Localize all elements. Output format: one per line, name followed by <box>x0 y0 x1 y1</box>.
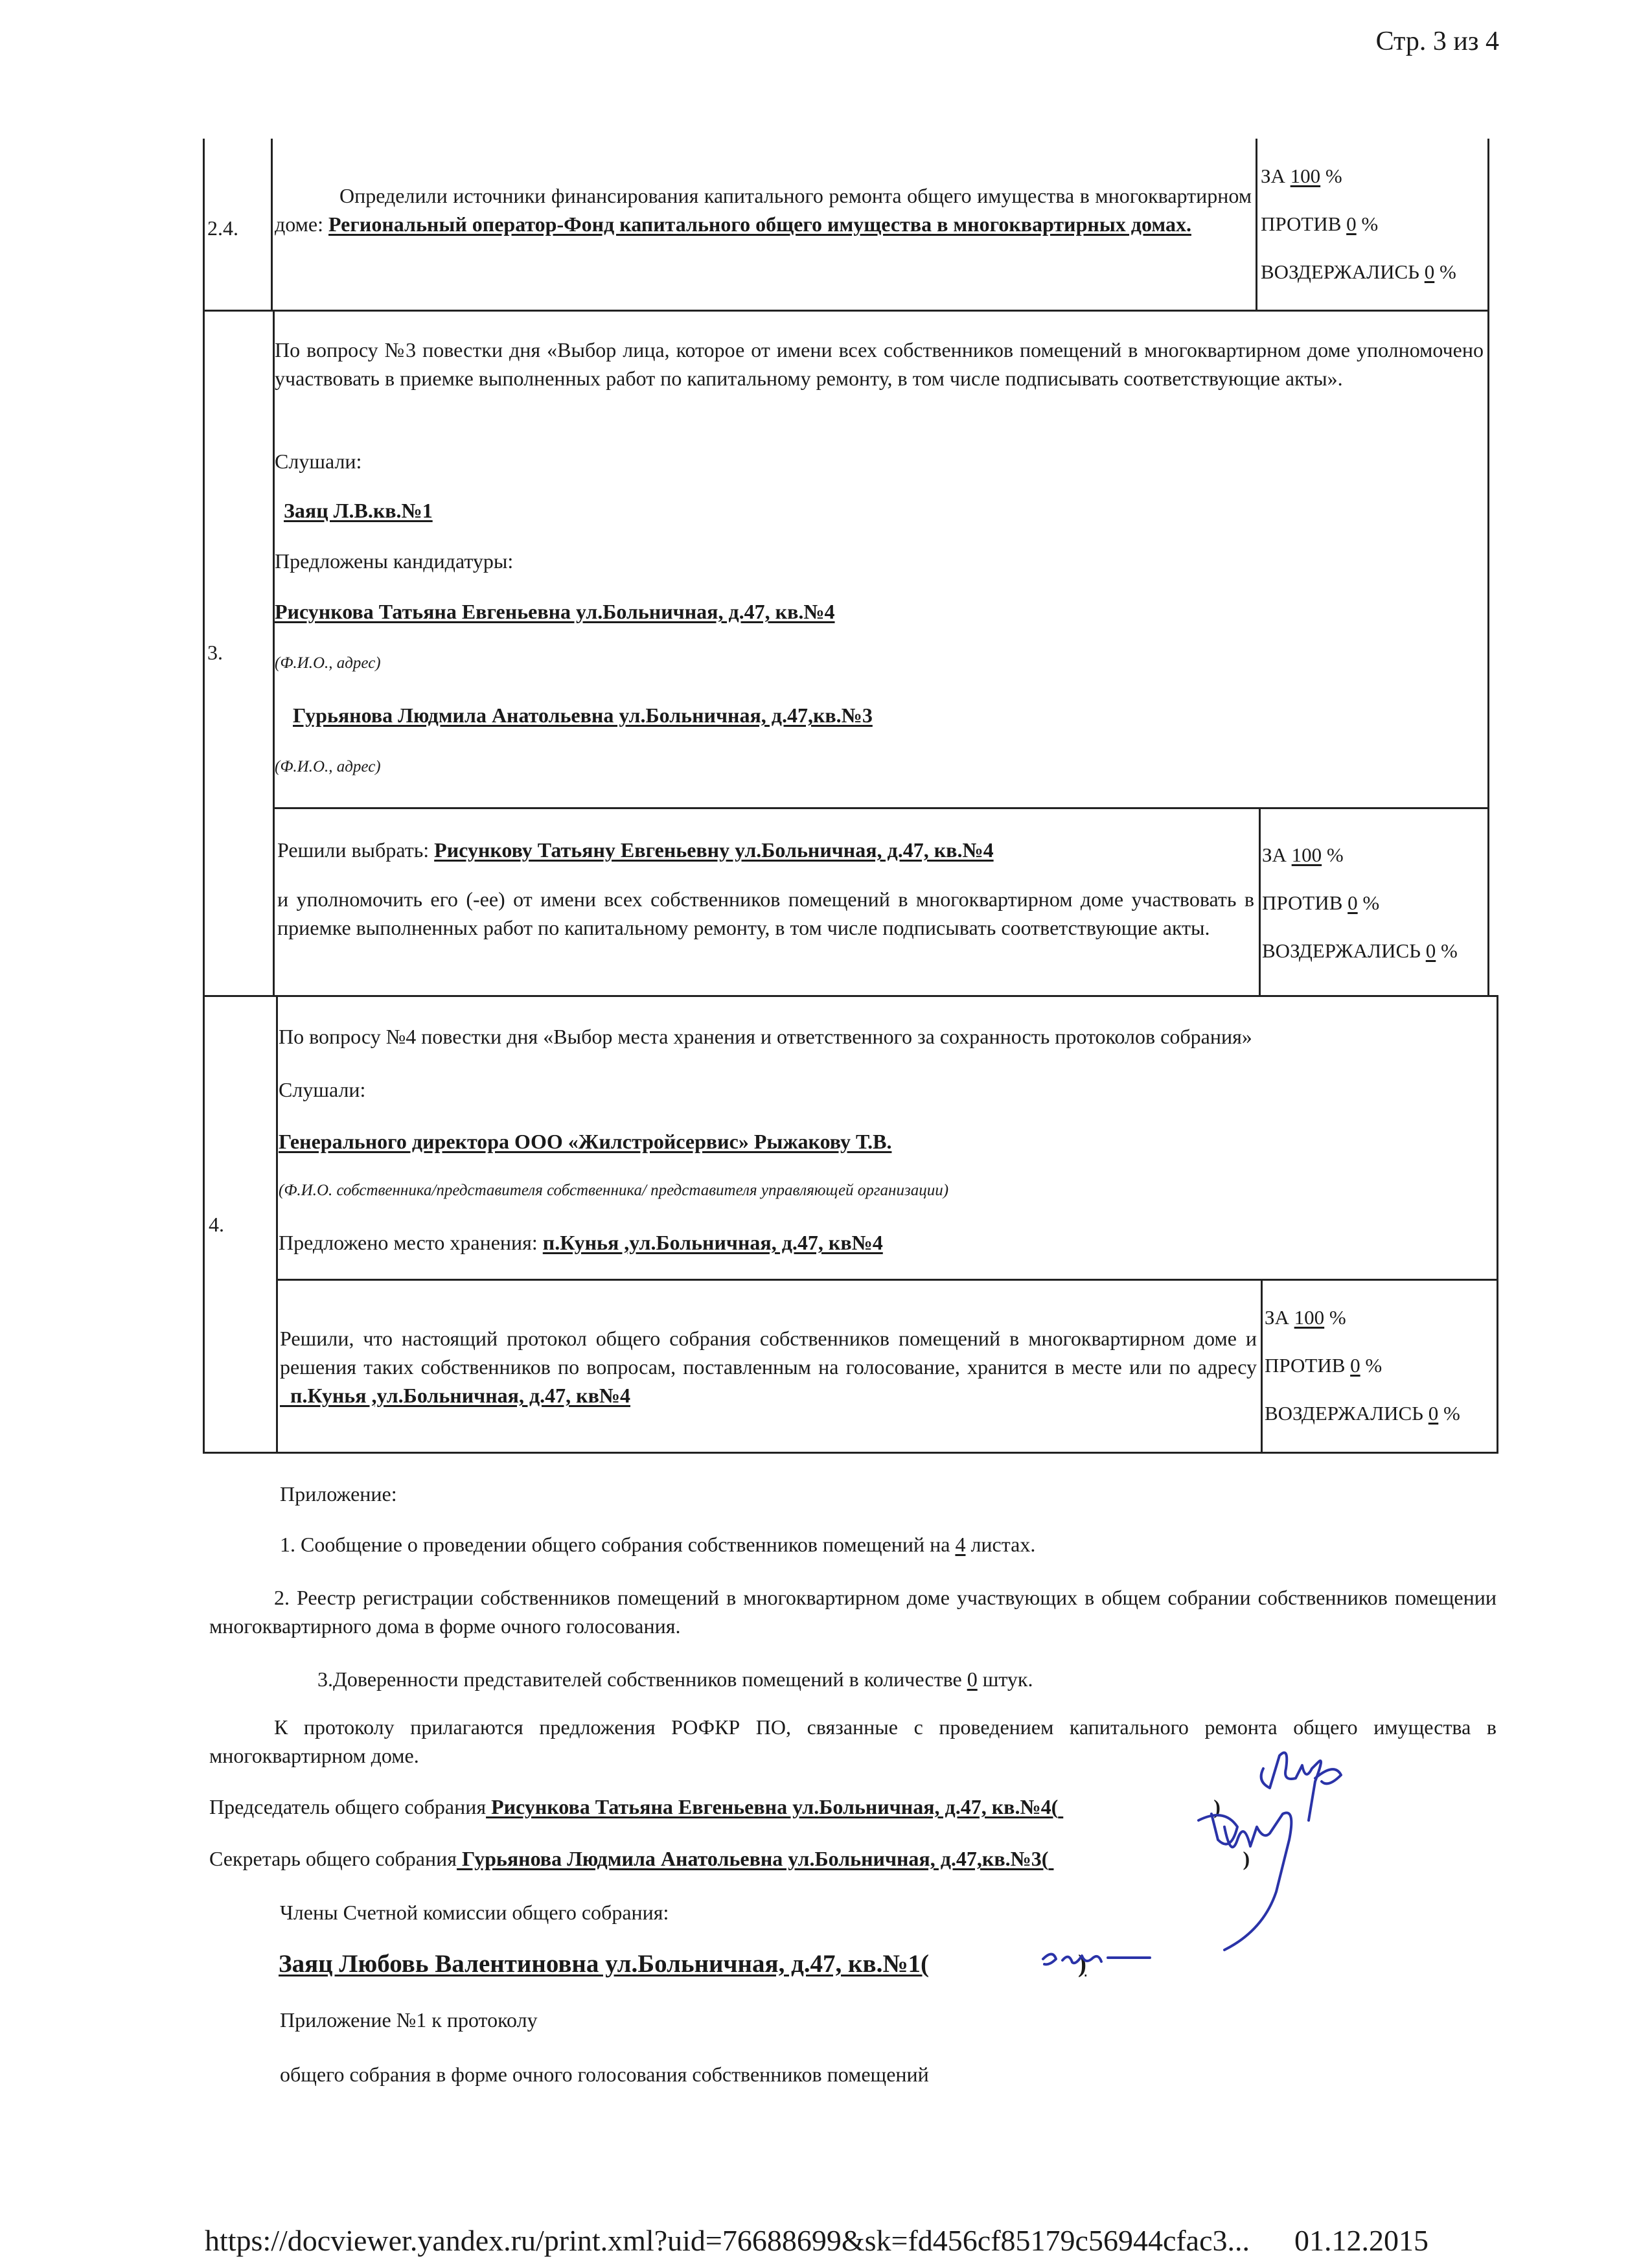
listened-name: Заяц Л.В.кв.№1 <box>284 499 433 522</box>
decided-text: и уполномочить его (-ее) от имени всех собственников помещений в многоквартирном доме участвовать в приемке выполненных работ по капитальному ремонту, в том числе подписывать соответствующие акты. <box>277 888 1254 939</box>
appendix-item-1 <box>280 1530 1035 1559</box>
commission-member-name: Заяц Любовь Валентиновна ул.Больничная, д.47, кв.№1( <box>279 1950 930 1978</box>
decided-line <box>277 836 994 864</box>
decided-text <box>280 1324 1257 1410</box>
row-text-bold: Региональный оператор-Фонд капитального общего имущества в многоквартирных домах. <box>328 212 1191 236</box>
commission-label: Члены Счетной комиссии общего собрания: <box>280 1901 669 1924</box>
decided-address: п.Кунья ,ул.Больничная, д.47, кв№4 <box>280 1384 631 1407</box>
candidate-2: Гурьянова Людмила Анатольевна ул.Больничная, д.47,кв.№3 <box>293 704 873 727</box>
page-number: Стр. 3 из 4 <box>1375 27 1499 56</box>
vote-for-label: ЗА <box>1261 165 1285 187</box>
vote-abstain-label: ВОЗДЕРЖАЛИСЬ <box>1265 1402 1423 1425</box>
close-paren: ) <box>1243 1847 1250 1870</box>
appendix-item-2: 2. Реестр регистрации собственников помещений в многоквартирном доме участвующих в общем собрании собственников помещении многоквартирного дома в форме очного голосования. <box>209 1586 1497 1638</box>
row-text-plain: Определили источники финансирования капитального ремонта общего имущества в многоквартирном доме: <box>275 184 1252 236</box>
vote-abstain-value: 0 <box>1425 939 1436 962</box>
vote-for-value: 100 <box>1290 165 1321 187</box>
decided-label: Решили выбрать: <box>277 838 435 862</box>
chair-line <box>209 1793 1221 1821</box>
row-number: 2.4. <box>207 216 238 240</box>
pct: % <box>1325 165 1342 187</box>
listened-name: Генерального директора ООО «Жилстройсервис» Рыжакову Т.В. <box>279 1130 892 1153</box>
fio-hint: (Ф.И.О., адрес) <box>275 758 381 775</box>
decided-text-plain: Решили, что настоящий протокол общего собрания собственников помещений в многоквартирном доме и решения таких собственников по вопросам, поставленным на голосование, хранится в месте или по адресу <box>280 1327 1257 1379</box>
pct: % <box>1362 891 1380 914</box>
vote-block <box>1265 1303 1460 1447</box>
pct: % <box>1441 939 1458 962</box>
vote-for-label: ЗА <box>1262 843 1287 866</box>
pct: % <box>1440 260 1456 283</box>
fio-hint: (Ф.И.О., адрес) <box>275 654 381 672</box>
row-number: 4. <box>209 1213 224 1236</box>
appendix-item-number: 4 <box>955 1533 966 1556</box>
close-paren: ) <box>1078 1950 1087 1978</box>
appendix-title: Приложение: <box>280 1482 397 1506</box>
chair-name: Рисункова Татьяна Евгеньевна ул.Больничная, д.47, кв.№4( <box>486 1795 1059 1818</box>
appendix-item-text: штук. <box>977 1667 1033 1691</box>
vote-against-value: 0 <box>1346 212 1357 235</box>
pct: % <box>1443 1402 1460 1425</box>
row-number: 3. <box>207 641 223 664</box>
listened-hint: (Ф.И.О. собственника/представителя собственника/ представителя управляющей организации) <box>279 1182 949 1199</box>
question-text: По вопросу №3 повестки дня «Выбор лица, которое от имени всех собственников помещений в многоквартирном доме уполномочено участвовать в приемке выполненных работ по капитальному ремонту, в том числе подписывать соответствующие акты». <box>275 338 1484 390</box>
appendix-item-text: листах. <box>965 1533 1036 1556</box>
pct: % <box>1365 1354 1382 1377</box>
vote-abstain-value: 0 <box>1424 260 1435 283</box>
pct: % <box>1361 212 1379 235</box>
vote-against-label: ПРОТИВ <box>1261 212 1342 235</box>
commission-signature <box>1037 1946 1160 1972</box>
appendix-item-text: 3.Доверенности представителей собственников помещений в количестве <box>317 1667 967 1691</box>
storage-value: п.Кунья ,ул.Больничная, д.47, кв№4 <box>542 1231 883 1254</box>
attachment-title: Приложение №1 к протоколу <box>280 2008 538 2032</box>
vote-against-label: ПРОТИВ <box>1265 1354 1346 1377</box>
commission-member <box>279 1950 1086 1978</box>
vote-against-label: ПРОТИВ <box>1262 891 1343 914</box>
row-text <box>275 181 1252 238</box>
candidate-1: Рисункова Татьяна Евгеньевна ул.Больничная, д.47, кв.№4 <box>275 600 835 623</box>
pct: % <box>1329 1306 1346 1329</box>
listened-label: Слушали: <box>279 1078 366 1101</box>
chair-label: Председатель общего собрания <box>209 1795 487 1818</box>
appendix-item-4: К протоколу прилагаются предложения РОФКР ПО, связанные с проведением капитального ремонта общего имущества в многоквартирном доме. <box>209 1715 1497 1767</box>
question-text: По вопросу №4 повестки дня «Выбор места хранения и ответственного за сохранность протоколов собрания» <box>279 1025 1252 1048</box>
storage-line <box>279 1228 883 1257</box>
vote-abstain-label: ВОЗДЕРЖАЛИСЬ <box>1261 260 1419 283</box>
proposed-label: Предложены кандидатуры: <box>275 549 514 573</box>
vote-block <box>1261 162 1456 306</box>
vote-against-value: 0 <box>1348 891 1358 914</box>
close-paren: ) <box>1213 1795 1221 1818</box>
vote-for-value: 100 <box>1291 843 1322 866</box>
decided-name: Рисункову Татьяну Евгеньевну ул.Больничная, д.47, кв.№4 <box>434 838 994 862</box>
footer-date: 01.12.2015 <box>1294 2224 1428 2257</box>
appendix-item-text: 1. Сообщение о проведении общего собрания собственников помещений на <box>280 1533 956 1556</box>
secretary-signature <box>1186 1801 1354 1963</box>
vote-for-label: ЗА <box>1265 1306 1289 1329</box>
appendix-item-3 <box>317 1665 1033 1693</box>
pct: % <box>1326 843 1344 866</box>
vote-block <box>1262 841 1458 985</box>
vote-abstain-value: 0 <box>1428 1402 1439 1425</box>
vote-against-value: 0 <box>1350 1354 1360 1377</box>
secretary-label: Секретарь общего собрания <box>209 1847 457 1870</box>
attachment-subtitle: общего собрания в форме очного голосования собственников помещений <box>280 2063 929 2086</box>
vote-abstain-label: ВОЗДЕРЖАЛИСЬ <box>1262 939 1421 962</box>
vote-for-value: 100 <box>1294 1306 1325 1329</box>
secretary-line <box>209 1844 1250 1873</box>
storage-label: Предложено место хранения: <box>279 1231 543 1254</box>
appendix-item-number: 0 <box>967 1667 978 1691</box>
secretary-name: Гурьянова Людмила Анатольевна ул.Больничная, д.47,кв.№3( <box>456 1847 1049 1870</box>
footer-url: https://docviewer.yandex.ru/print.xml?uid=76688699&sk=fd456cf85179c56944cfac3... <box>205 2224 1250 2257</box>
listened-label: Слушали: <box>275 450 362 473</box>
